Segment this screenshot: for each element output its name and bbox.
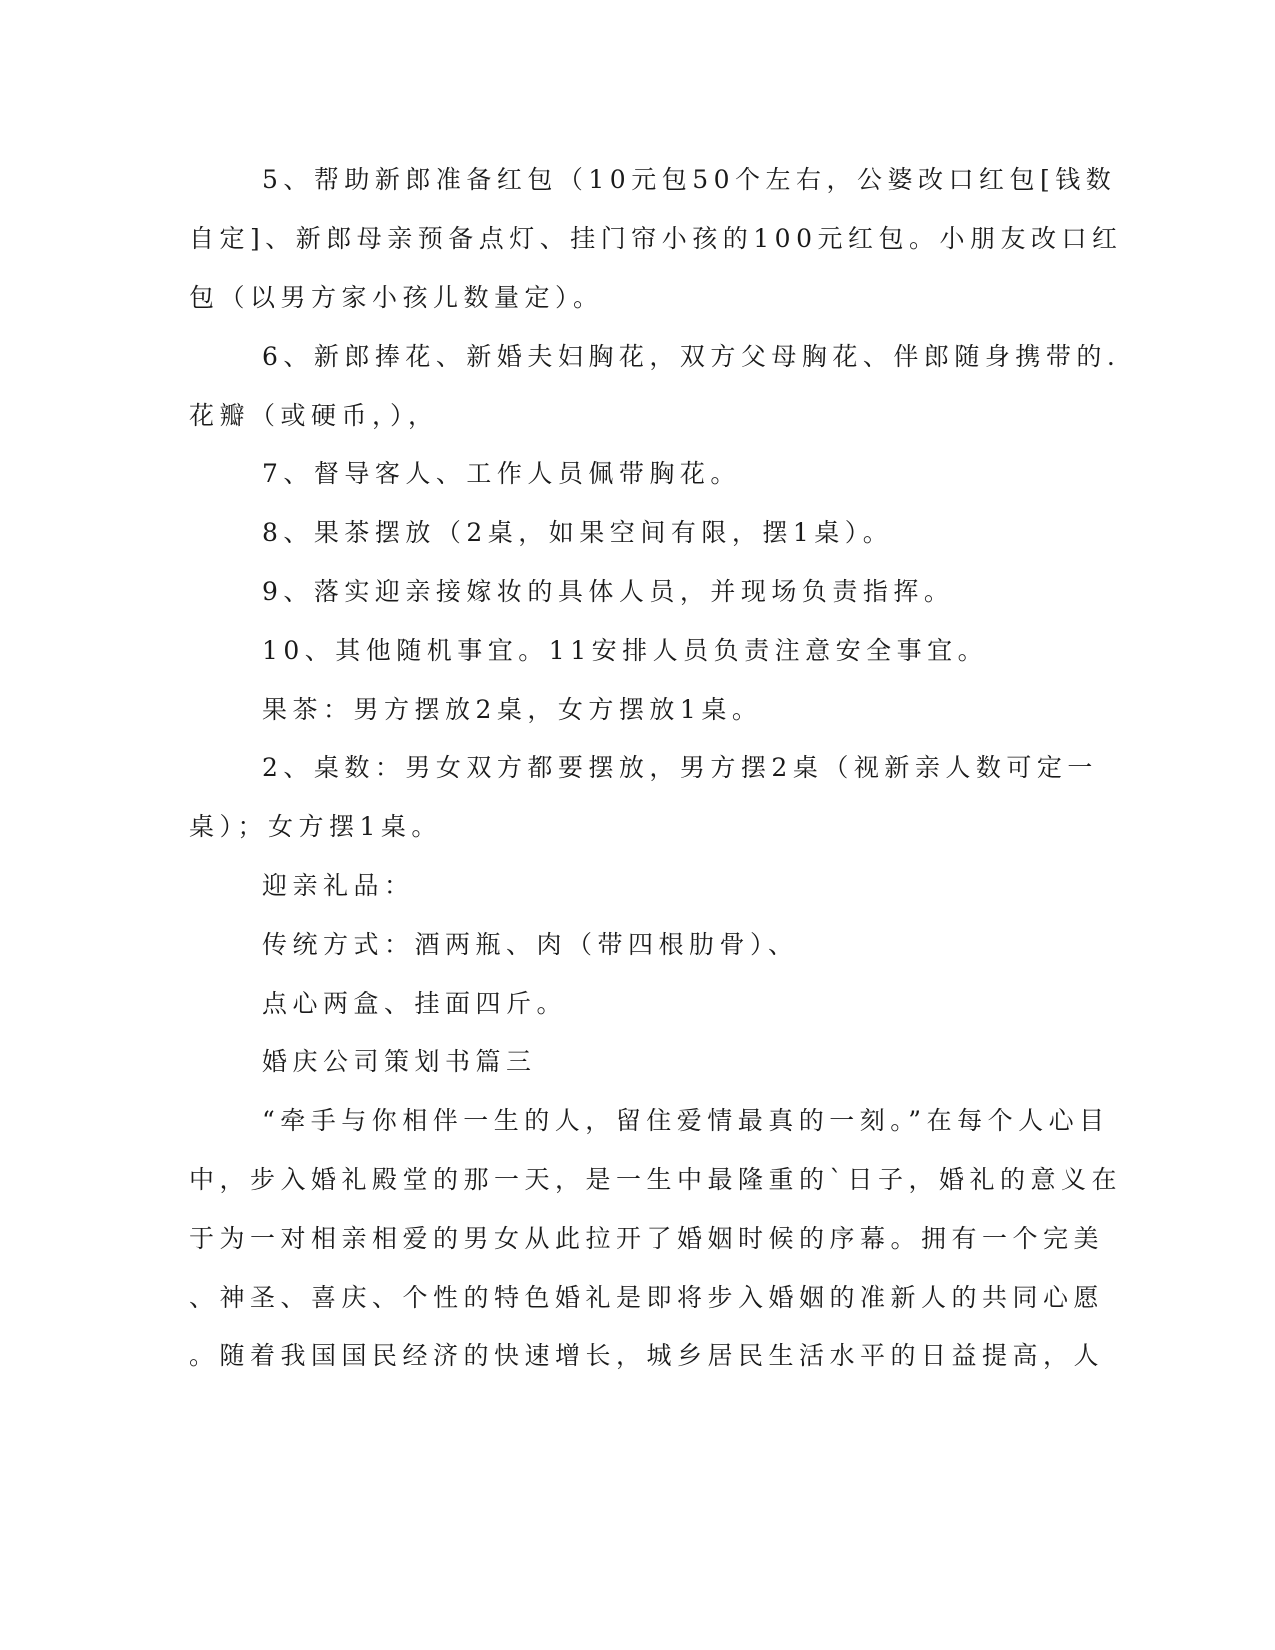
text-line: 、神圣、喜庆、个性的特色婚礼是即将步入婚姻的准新人的共同心愿 [189, 1283, 1105, 1312]
section-heading: 婚庆公司策划书篇三 [262, 1047, 537, 1076]
text-line: 花瓣（或硬币，）， [189, 401, 439, 430]
text-line: 迎亲礼品： [262, 871, 415, 900]
text-line: 果茶：男方摆放2桌，女方摆放1桌。 [262, 695, 763, 724]
text-line: 桌）；女方摆1桌。 [189, 812, 442, 841]
text-line: 包（以男方家小孩儿数量定）。 [189, 283, 604, 312]
text-line: 5、帮助新郎准备红包（10元包50个左右，公婆改口红包[钱数 [262, 165, 1117, 194]
text-line: 10、其他随机事宜。11安排人员负责注意安全事宜。 [262, 636, 989, 665]
text-line: 2、桌数：男女双方都要摆放，男方摆2桌（视新亲人数可定一 [262, 753, 1098, 782]
text-line: 8、果茶摆放（2桌，如果空间有限，摆1桌）。 [262, 518, 894, 547]
text-line: “牵手与你相伴一生的人，留住爱情最真的一刻。”在每个人心目 [262, 1106, 1110, 1135]
text-line: 于为一对相亲相爱的男女从此拉开了婚姻时候的序幕。拥有一个完美 [189, 1224, 1105, 1253]
text-line: 。随着我国国民经济的快速增长，城乡居民生活水平的日益提高，人 [189, 1341, 1105, 1370]
text-line: 自定]、新郎母亲预备点灯、挂门帘小孩的100元红包。小朋友改口红 [189, 224, 1123, 253]
text-line: 9、落实迎亲接嫁妆的具体人员，并现场负责指挥。 [262, 577, 955, 606]
text-line: 传统方式：酒两瓶、肉（带四根肋骨）、 [262, 930, 799, 959]
text-line: 中，步入婚礼殿堂的那一天，是一生中最隆重的`日子，婚礼的意义在 [189, 1165, 1123, 1194]
text-line: 6、新郎捧花、新婚夫妇胸花，双方父母胸花、伴郎随身携带的. [262, 342, 1121, 371]
text-line: 点心两盒、挂面四斤。 [262, 989, 568, 1018]
text-line: 7、督导客人、工作人员佩带胸花。 [262, 459, 741, 488]
